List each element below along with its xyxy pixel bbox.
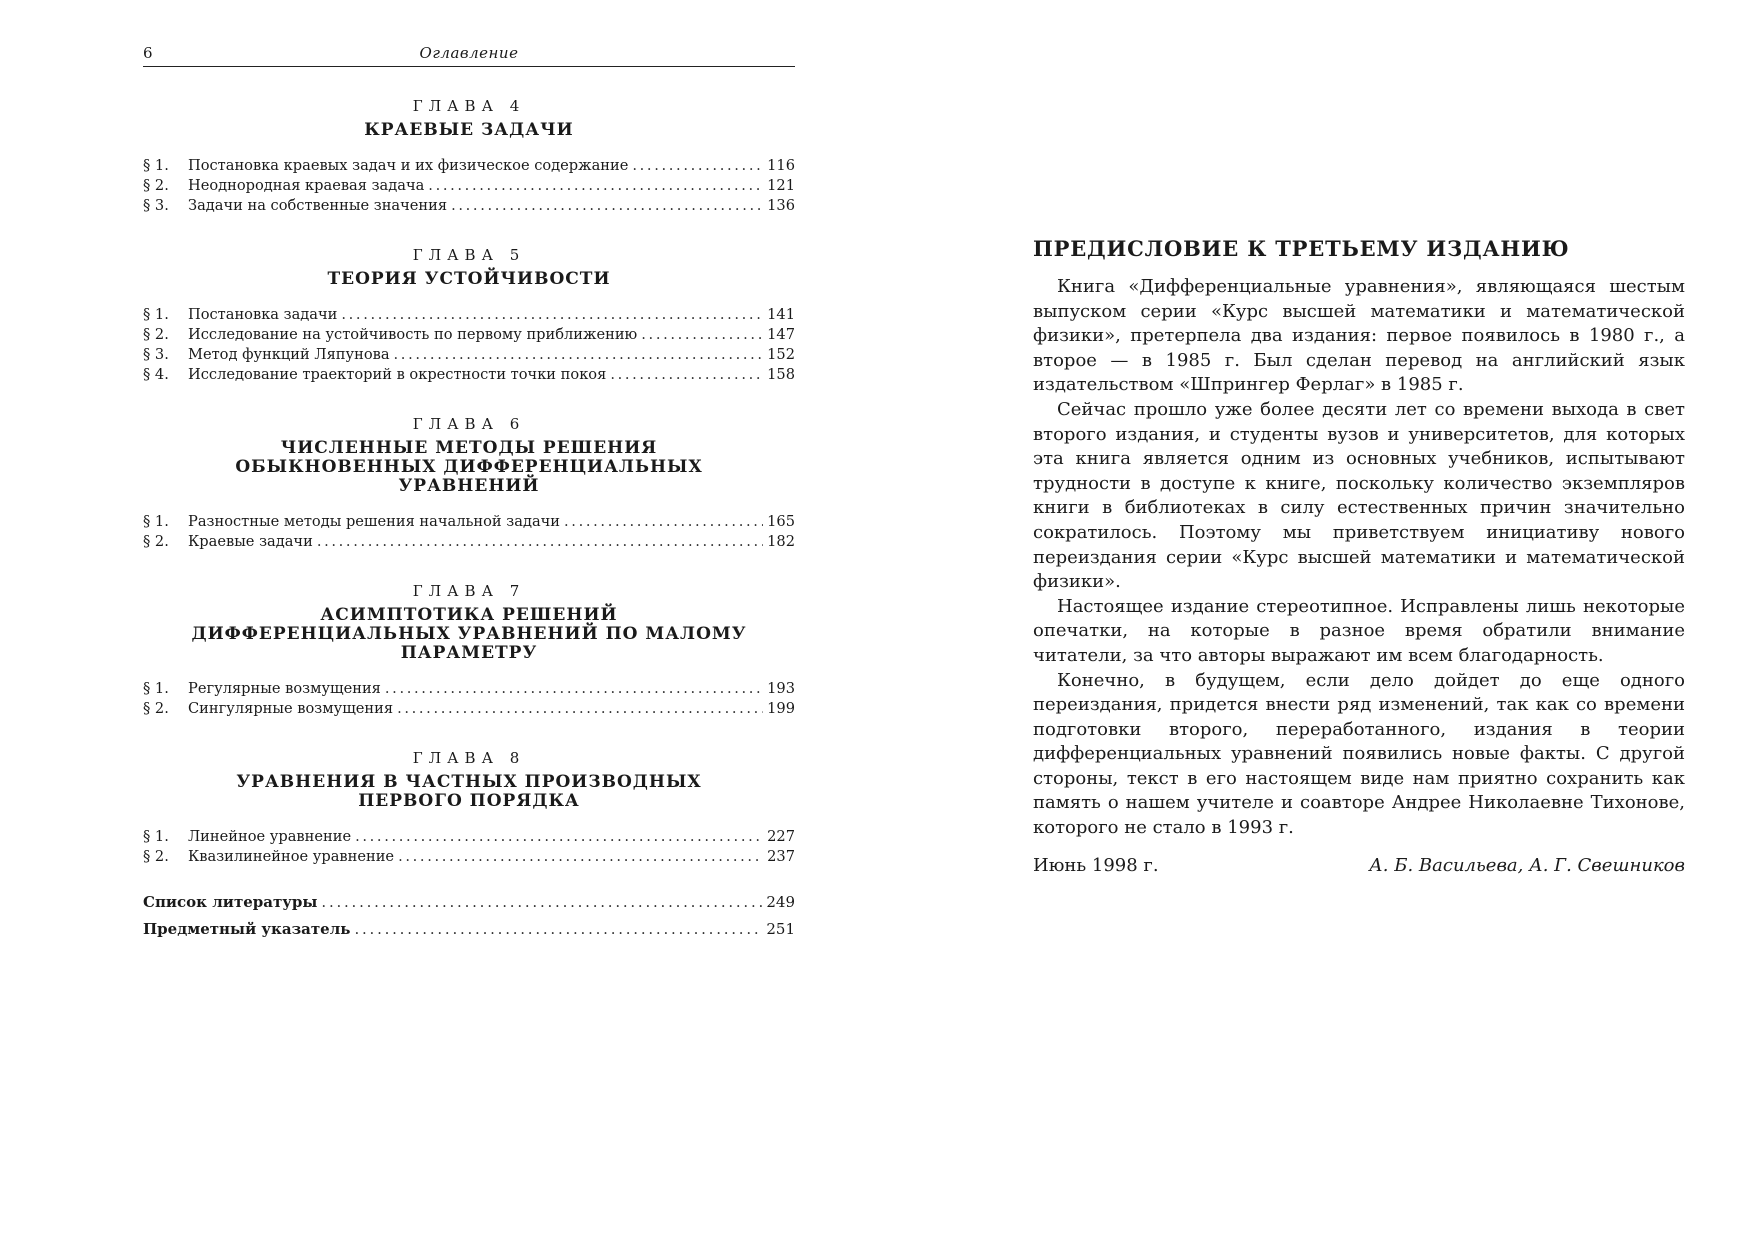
leader-dots xyxy=(394,345,764,365)
preface-paragraph: Книга «Дифференциальные уравнения», являющаяся шестым выпуском серии «Курс высшей математики и математической физики», претерпела два издания: первое появилось в 1980 г., а второе — в 1985 г. Был сделан перевод на английский язык издательством «Шпрингер Ферлаг» в 1985 г. xyxy=(1033,276,1685,396)
chapter xyxy=(143,749,795,867)
toc-entry[interactable] xyxy=(143,305,795,325)
toc-entry-subject-index[interactable] xyxy=(143,916,795,943)
chapter-title-line: ЧИСЛЕННЫЕ МЕТОДЫ РЕШЕНИЯ xyxy=(280,438,658,458)
chapter-label: ГЛАВА 7 xyxy=(412,582,526,600)
leader-dots xyxy=(385,679,763,699)
page-ref: 165 xyxy=(767,513,795,530)
chapter-title-line: КРАЕВЫЕ ЗАДАЧИ xyxy=(364,120,574,140)
chapter-label: ГЛАВА 8 xyxy=(412,749,526,767)
section-number: § 4. xyxy=(143,366,169,383)
section-title: Квазилинейное уравнение xyxy=(188,848,395,865)
toc-entry[interactable] xyxy=(143,847,795,867)
left-page xyxy=(143,40,795,943)
chapter-label: ГЛАВА 6 xyxy=(412,415,526,433)
chapter xyxy=(143,415,795,552)
section-title: Задачи на собственные значения xyxy=(188,197,448,214)
chapter-title xyxy=(143,121,795,140)
section-title: Метод функций Ляпунова xyxy=(188,346,390,363)
leader-dots xyxy=(321,889,762,916)
leader-dots xyxy=(610,365,763,385)
leader-dots xyxy=(355,827,763,847)
chapter-title-line: ДИФФЕРЕНЦИАЛЬНЫХ УРАВНЕНИЙ ПО МАЛОМУ xyxy=(191,624,747,644)
preface-paragraph: Сейчас прошло уже более десяти лет со времени выхода в свет второго издания, и студенты вузов и университетов, для которых эта книга является одним из основных учебников, испытывают трудности в доступе к книге, поскольку количество экземпляров книги в библиотеках в силу естественных причин значительно сократилось. Поэтому мы приветствуем инициативу нового переиздания серии «Курс высшей математики и математической физики». xyxy=(1033,398,1685,593)
page-ref: 141 xyxy=(767,306,795,323)
page-ref: 116 xyxy=(767,157,795,174)
page-ref: 147 xyxy=(767,326,795,343)
leader-dots xyxy=(641,325,763,345)
section-title: Постановка задачи xyxy=(188,306,338,323)
preface-paragraph: Конечно, в будущем, если дело дойдет до еще одного переиздания, придется внести ряд изменений, так как со времени подготовки второго, переработанного, издания в теории дифференциальных уравнений появились новые факты. С другой стороны, текст в его настоящем виде нам приятно сохранить как память о нашем учителе и соавторе Андрее Николаевне Тихонове, которого не стало в 1993 г. xyxy=(1033,669,1685,839)
section-title: Краевые задачи xyxy=(188,533,313,550)
preface-date: Июнь 1998 г. xyxy=(1033,854,1159,876)
chapter-title-line: ТЕОРИЯ УСТОЙЧИВОСТИ xyxy=(327,269,611,289)
toc-entry[interactable] xyxy=(143,176,795,196)
leader-dots xyxy=(398,847,763,867)
page-ref: 199 xyxy=(767,700,795,717)
preface-title: ПРЕДИСЛОВИЕ К ТРЕТЬЕМУ ИЗДАНИЮ xyxy=(1033,236,1570,261)
section-title: Исследование на устойчивость по первому приближению xyxy=(188,326,638,343)
page-ref: 237 xyxy=(767,848,795,865)
chapter-label: ГЛАВА 5 xyxy=(412,246,526,264)
leader-dots xyxy=(354,916,762,943)
section-number: § 2. xyxy=(143,848,169,865)
back-matter xyxy=(143,889,795,943)
toc-entry[interactable] xyxy=(143,512,795,532)
toc-entry-bibliography[interactable] xyxy=(143,889,795,916)
section-title: Сингулярные возмущения xyxy=(188,700,394,717)
running-title: Оглавление xyxy=(419,44,519,62)
toc-entry[interactable] xyxy=(143,365,795,385)
chapter-title-line: ОБЫКНОВЕННЫХ ДИФФЕРЕНЦИАЛЬНЫХ xyxy=(235,457,703,477)
page-number: 6 xyxy=(143,44,153,62)
section-number: § 1. xyxy=(143,306,169,323)
preface-paragraph: Настоящее издание стереотипное. Исправлены лишь некоторые опечатки, на которые в разное время обратили внимание читатели, за что авторы выражают им всем благодарность. xyxy=(1033,595,1685,666)
chapter-title xyxy=(143,606,795,663)
section-title: Исследование траекторий в окрестности точки покоя xyxy=(188,366,607,383)
leader-dots xyxy=(428,176,763,196)
preface-body xyxy=(1033,275,1685,841)
section-number: § 1. xyxy=(143,513,169,530)
section-number: § 1. xyxy=(143,680,169,697)
toc-entry[interactable] xyxy=(143,532,795,552)
chapter-title xyxy=(143,270,795,289)
toc-entry[interactable] xyxy=(143,196,795,216)
chapter-title-line: УРАВНЕНИЯ В ЧАСТНЫХ ПРОИЗВОДНЫХ xyxy=(236,772,702,792)
section-number: § 3. xyxy=(143,346,169,363)
signature xyxy=(1033,855,1685,876)
preface-authors: А. Б. Васильева, А. Г. Свешников xyxy=(1369,854,1685,876)
right-page xyxy=(1033,40,1685,876)
page-ref: 136 xyxy=(767,197,795,214)
leader-dots xyxy=(317,532,763,552)
chapter-title xyxy=(143,773,795,811)
leader-dots xyxy=(632,156,763,176)
entry-title: Список литературы xyxy=(143,893,318,911)
leader-dots xyxy=(341,305,763,325)
toc-entry[interactable] xyxy=(143,679,795,699)
toc-entry[interactable] xyxy=(143,325,795,345)
section-number: § 2. xyxy=(143,326,169,343)
page-ref: 249 xyxy=(766,893,795,911)
chapter-title-line: ПЕРВОГО ПОРЯДКА xyxy=(358,791,580,811)
leader-dots xyxy=(564,512,763,532)
section-number: § 2. xyxy=(143,177,169,194)
toc-entry[interactable] xyxy=(143,156,795,176)
chapter-title-line: АСИМПТОТИКА РЕШЕНИЙ xyxy=(320,605,618,625)
page-ref: 158 xyxy=(767,366,795,383)
section-number: § 2. xyxy=(143,533,169,550)
chapter-title xyxy=(143,439,795,496)
chapter-label: ГЛАВА 4 xyxy=(412,97,526,115)
chapter xyxy=(143,246,795,385)
section-number: § 1. xyxy=(143,157,169,174)
section-title: Постановка краевых задач и их физическое содержание xyxy=(188,157,629,174)
section-number: § 2. xyxy=(143,700,169,717)
page-ref: 121 xyxy=(767,177,795,194)
section-number: § 1. xyxy=(143,828,169,845)
entry-title: Предметный указатель xyxy=(143,920,351,938)
running-head xyxy=(143,40,795,67)
section-title: Неоднородная краевая задача xyxy=(188,177,425,194)
toc-entry[interactable] xyxy=(143,827,795,847)
leader-dots xyxy=(397,699,763,719)
toc-entry[interactable] xyxy=(143,699,795,719)
chapter-title-line: УРАВНЕНИЙ xyxy=(398,476,540,496)
toc-entry[interactable] xyxy=(143,345,795,365)
page-ref: 251 xyxy=(766,920,795,938)
leader-dots xyxy=(451,196,763,216)
chapter xyxy=(143,582,795,719)
chapter xyxy=(143,97,795,216)
page-ref: 193 xyxy=(767,680,795,697)
page-ref: 152 xyxy=(767,346,795,363)
section-number: § 3. xyxy=(143,197,169,214)
section-title: Регулярные возмущения xyxy=(188,680,381,697)
page-ref: 182 xyxy=(767,533,795,550)
section-title: Линейное уравнение xyxy=(188,828,352,845)
page-ref: 227 xyxy=(767,828,795,845)
chapter-title-line: ПАРАМЕТРУ xyxy=(400,643,538,663)
section-title: Разностные методы решения начальной задачи xyxy=(188,513,561,530)
